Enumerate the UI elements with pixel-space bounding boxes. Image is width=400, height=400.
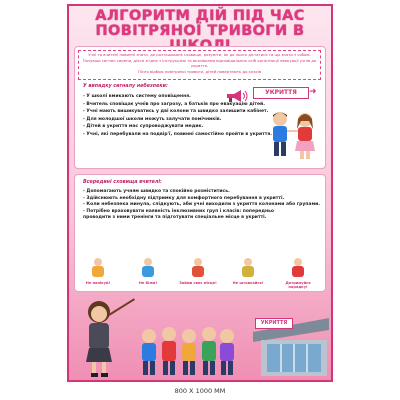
list-item: - Учні, які перебували на подвір'ї, повинні самостійно пройти в укриття.: [83, 131, 272, 137]
alarm-panel: [74, 46, 326, 169]
intro-box: [78, 50, 321, 80]
section2-list: [83, 189, 320, 222]
arrow-right-icon: ➜: [309, 87, 317, 97]
bottom-illustration: [69, 296, 331, 380]
rule-label: Займи своє місце!: [179, 281, 217, 285]
rule-take-seat: [179, 257, 217, 289]
list-item: - Потрібно враховувати наявність інклюзивних груп і класів: попередньо: [83, 208, 275, 214]
rule-no-running: [129, 257, 167, 289]
building-sign: УКРИТТЯ: [255, 318, 293, 329]
rule-no-pushing: [229, 257, 267, 289]
no-pushing-icon: [240, 258, 256, 278]
rule-label: Не панікуй!: [85, 281, 111, 285]
list-item: - Учні мають вишикуватись у дві колони та швидко залишити кабінет.: [83, 109, 269, 115]
no-panic-icon: [90, 258, 106, 278]
list-item: - Для молодшої школи можуть залучати помічників.: [83, 116, 222, 122]
rules-icon-row: [79, 257, 323, 289]
intro-line: Учні та вчителі повинні знати, де розташоване сховище, розуміти, як до нього дістатися та що взяти з собою.: [88, 52, 311, 57]
title-line-2: ПОВІТРЯНОЇ ТРИВОГИ В: [95, 23, 305, 39]
poster: [67, 4, 333, 382]
rule-label: Не штовхайся!: [232, 281, 264, 285]
rule-label: Не біжи!: [138, 281, 158, 285]
shelter-sign: УКРИТТЯ: [253, 87, 309, 99]
shelter-panel: [74, 174, 326, 292]
children-illustration: [263, 107, 323, 165]
no-running-icon: [140, 258, 156, 278]
section2-heading: Всередині сховища вчителі:: [83, 180, 162, 185]
list-item: - Допомагають учням швидко та спокійно розміститись.: [83, 189, 230, 194]
rule-label: Дотримуйся порядку!: [285, 281, 311, 289]
orderly-child-icon: [290, 258, 306, 278]
section1-heading: У випадку сигналу небезпеки:: [83, 84, 168, 89]
section1-list: [83, 93, 272, 139]
shelter-building: [253, 310, 329, 376]
children-group-illustration: [137, 326, 237, 378]
rule-no-panic: [79, 257, 117, 289]
size-caption: 800 X 1000 MM: [174, 387, 226, 395]
intro-line: Почувши сигнал сирени, діяти згідно з інструкцією та вказівками відповідальних осіб організації евакуації учнів до укриття.: [82, 57, 317, 69]
list-item: проводити з ними тренінги та підготувати спеціальне місце в укритті.: [83, 215, 267, 221]
list-item: - Дітей в укриття мас супроводжувати медик.: [83, 124, 204, 130]
seated-child-icon: [190, 258, 206, 278]
list-item: - Здійснюють необхідну підтримку для комфортного перебування в укритті.: [83, 195, 285, 201]
list-item: - Вчитель сповіщає учнів про загрозу, а батьків про евакуацію дітей.: [83, 101, 265, 107]
intro-line: Після відбою повітряної тривоги, дітей повертають до класів: [137, 68, 262, 74]
list-item: - Коли небезпека минула, слідкують, аби учні виходили з укриття колонами або групами.: [83, 202, 320, 208]
rule-keep-order: [279, 257, 317, 289]
title-line-1: АЛГОРИТМ ДІЙ ПІД ЧАС: [95, 8, 305, 24]
list-item: - У школі вмикають систему оповіщення.: [83, 94, 191, 99]
